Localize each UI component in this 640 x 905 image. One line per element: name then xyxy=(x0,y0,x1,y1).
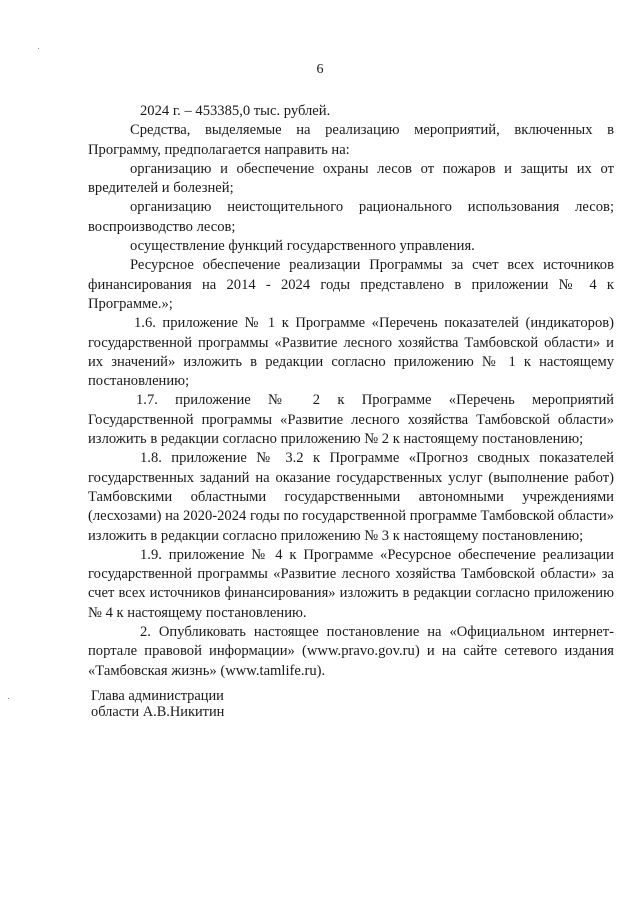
clause-1-8: 1.8. приложение № 3.2 к Программе «Прогноз сводных показателей государственных заданий на оказание государственных услуг (выполнение работ) Тамбовскими областными государственными автономными учреждениями (лесхозами) на 2020-2024 годы по государственной программе Тамбовской области» изложить в редакции согласно приложению № 3 к настоящему постановлению; xyxy=(88,450,614,544)
list-item-forest-use: организацию неистощительного рационального использования лесов; воспроизводство лесов; xyxy=(88,199,614,235)
list-item-fire-protection: организацию и обеспечение охраны лесов от пожаров и защиты их от вредителей и болезней; xyxy=(88,160,614,197)
clause-1-9: 1.9. приложение № 4 к Программе «Ресурсное обеспечение реализации государственной программы «Развитие лесного хозяйства Тамбовской области» за счет всех источников финансирования» изложить в редакции согласно приложению № 4 к настоящему постановлению. xyxy=(88,546,614,621)
signature-block xyxy=(91,688,224,720)
paragraph-funds-allocation: Средства, выделяемые на реализацию мероприятий, включенных в Программу, предполагается направить на: xyxy=(88,122,614,158)
list-item-state-management: осуществление функций государственного управления. xyxy=(130,238,475,255)
signature-title: Глава администрации xyxy=(91,688,224,704)
scan-speck xyxy=(38,48,39,49)
document-body xyxy=(88,102,614,681)
budget-2024-line: 2024 г. – 453385,0 тыс. рублей. xyxy=(140,103,331,119)
clause-2-publish: 2. Опубликовать настоящее постановление на «Официальном интернет-портале правовой информации» (www.pravo.gov.ru) и на сайте сетевого издания «Тамбовская жизнь» (www.tamlife.ru). xyxy=(88,624,614,679)
scan-speck xyxy=(8,698,9,699)
paragraph-resource-support: Ресурсное обеспечение реализации Программы за счет всех источников финансирования на 2014 - 2024 годы представлено в приложении № 4 к Программе.»; xyxy=(88,257,614,312)
clause-1-7: 1.7. приложение № 2 к Программе «Перечень мероприятий Государственной программы «Развитие лесного хозяйства Тамбовской области» изложить в редакции согласно приложению № 2 к настоящему постановлению; xyxy=(88,392,614,448)
page-number: 6 xyxy=(316,62,324,77)
signature-name: области А.В.Никитин xyxy=(91,704,225,720)
clause-1-6: 1.6. приложение № 1 к Программе «Перечень показателей (индикаторов) государственной программы «Развитие лесного хозяйства Тамбовской области» и их значений» изложить в редакции согласно приложению № 1 к настоящему постановлению; xyxy=(88,315,614,390)
